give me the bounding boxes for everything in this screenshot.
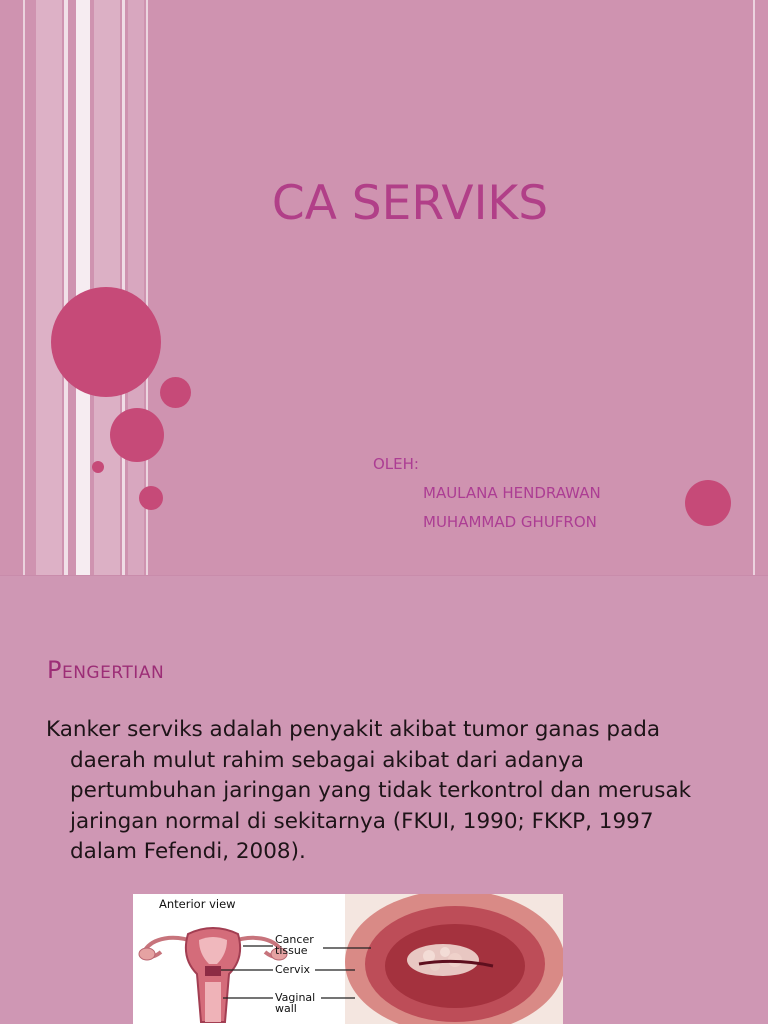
definition-paragraph: Kanker serviks adalah penyakit akibat tumor ganas pada daerah mulut rahim sebagai akibat dari adanya pertumbuhan jaringan yang tidak terkontrol dan merusak jaringan normal di sekitarnya (FKUI, 1990; FKKP, 1997 dalam Fefendi, 2008). xyxy=(46,717,692,864)
by-label: OLEH: xyxy=(373,455,419,473)
cervix-anatomy-illustration xyxy=(133,894,563,1024)
slide-title: CA SERVIKS xyxy=(271,176,549,231)
decor-bar xyxy=(122,0,125,576)
decor-circle-large xyxy=(51,287,161,397)
decor-circle xyxy=(685,480,731,526)
figure-view-label: Anterior view xyxy=(159,897,236,911)
decor-circle-small xyxy=(92,461,104,473)
decor-bar xyxy=(23,0,25,576)
cervix-anatomy-figure xyxy=(133,894,563,1024)
decor-circle xyxy=(110,408,164,462)
decor-circle xyxy=(160,377,191,408)
section-heading: Pengertian xyxy=(47,656,165,684)
decor-bar xyxy=(76,0,90,576)
decor-bar xyxy=(64,0,68,576)
decor-bar xyxy=(753,0,755,576)
figure-label-cervix: Cervix xyxy=(275,963,311,976)
author-name: MAULANA HENDRAWAN xyxy=(423,484,601,502)
figure-label-vaginal-wall: Vaginal wall xyxy=(275,991,316,1015)
figure-label-cancer-tissue: Cancer tissue xyxy=(275,933,314,957)
decor-circle xyxy=(139,486,163,510)
author-name: MUHAMMAD GHUFRON xyxy=(423,513,597,531)
decor-bar xyxy=(36,0,62,576)
